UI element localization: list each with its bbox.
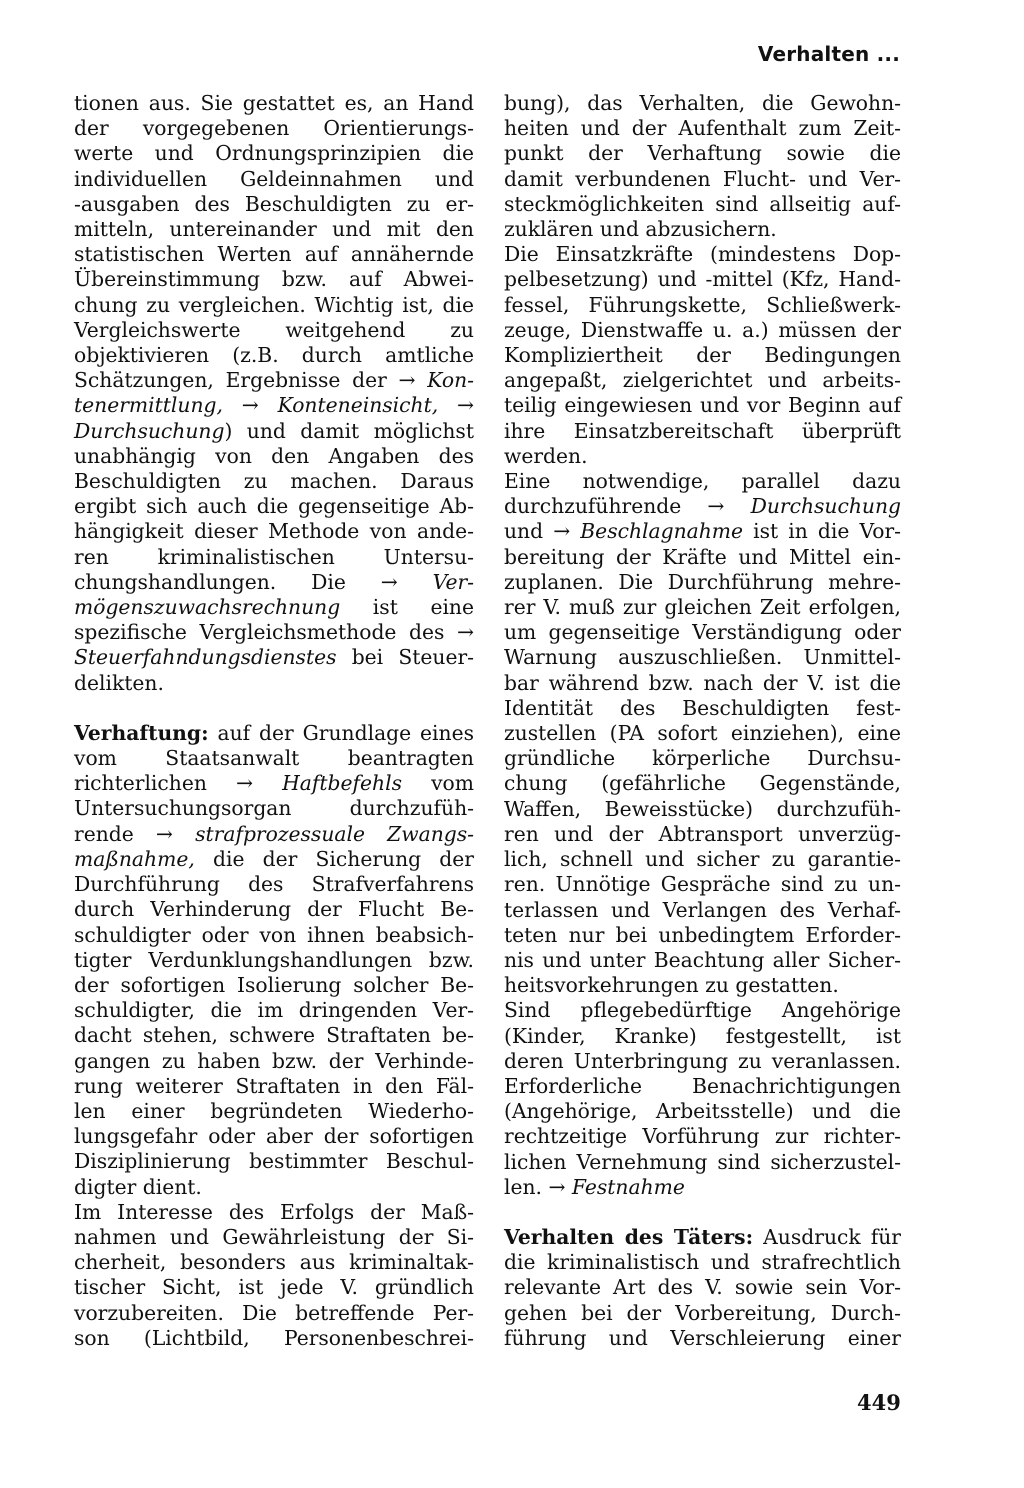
text-fragment: richterlichen → bbox=[74, 771, 283, 796]
text-line: tionen aus. Sie gestattet es, an Hand bbox=[74, 91, 474, 115]
text-line: digter dient. bbox=[74, 1174, 202, 1199]
text-line: bereitung der Kräfte und Mittel ein- bbox=[504, 544, 901, 569]
text-line: Sind pflegebedürftige Angehörige bbox=[504, 998, 901, 1023]
text-line: ren. Unnötige Gespräche sind zu un- bbox=[504, 872, 901, 897]
text-line: delikten. bbox=[74, 670, 164, 695]
text-line: unabhängig von den Angaben des bbox=[74, 443, 474, 468]
text-fragment: auf der Grundlage eines bbox=[208, 720, 474, 745]
text-fragment: Schätzungen, Ergebnisse der → bbox=[74, 368, 428, 393]
text-line: rer V. muß zur gleichen Zeit erfolgen, bbox=[504, 595, 901, 620]
text-line bbox=[504, 519, 901, 544]
entry-verhalten-des-taeters bbox=[504, 1225, 901, 1351]
paragraph bbox=[504, 469, 901, 998]
text-line: rechtzeitige Vorführung zur richter- bbox=[504, 1124, 901, 1149]
text-line: angepaßt, zielgerichtet und arbeits- bbox=[504, 368, 901, 393]
text-line: die kriminalistisch und strafrechtlich bbox=[504, 1250, 901, 1275]
text-line: werte und Ordnungsprinzipien die bbox=[74, 141, 474, 166]
text-line: nahmen und Gewährleistung der Si- bbox=[74, 1224, 474, 1249]
text-line: bar während bzw. nach der V. ist die bbox=[504, 670, 901, 695]
text-line: zustellen (PA sofort einziehen), eine bbox=[504, 721, 901, 746]
text-line: tigter Verdunklungshandlungen bzw. bbox=[74, 947, 474, 972]
text-line: heitsvorkehrungen zu gestatten. bbox=[504, 973, 839, 998]
text-line: bung), das Verhalten, die Gewohn- bbox=[504, 91, 901, 115]
text-line: lungsgefahr oder aber der sofortigen bbox=[74, 1124, 474, 1149]
text-line: ihre Einsatzbereitschaft überprüft bbox=[504, 418, 901, 443]
text-line: zuklären und abzusichern. bbox=[504, 217, 777, 242]
text-line: Übereinstimmung bzw. auf Abwei- bbox=[74, 267, 474, 292]
text-fragment: len. → bbox=[504, 1174, 572, 1199]
text-line: Untersuchungsorgan durchzufüh- bbox=[74, 796, 474, 821]
cross-reference[interactable]: tenermittlung, → Konteneinsicht, → bbox=[74, 393, 474, 418]
left-column bbox=[74, 91, 474, 1351]
text-fragment: vom bbox=[402, 771, 474, 796]
text-fragment: ist in die Vor- bbox=[743, 519, 901, 544]
text-fragment: chungshandlungen. Die → bbox=[74, 569, 433, 594]
text-line: cherheit, besonders aus kriminaltak- bbox=[74, 1250, 474, 1275]
text-line: nis und unter Beachtung aller Sicher- bbox=[504, 947, 901, 972]
text-line: zuplanen. Die Durchführung mehre- bbox=[504, 569, 901, 594]
text-line: objektivieren (z.B. durch amtliche bbox=[74, 343, 474, 368]
text-line: der vorgegebenen Orientierungs- bbox=[74, 116, 474, 141]
cross-reference[interactable]: Beschlagnahme bbox=[580, 519, 744, 544]
text-line: Waffen, Beweisstücke) durchzufüh- bbox=[504, 796, 901, 821]
text-line: Die Einsatzkräfte (mindestens Dop- bbox=[504, 242, 901, 267]
text-line bbox=[504, 494, 901, 519]
cross-reference[interactable]: Festnahme bbox=[571, 1174, 685, 1199]
text-line: hängigkeit dieser Methode von ande- bbox=[74, 519, 474, 544]
paragraph bbox=[504, 242, 901, 469]
text-line: steckmöglichkeiten sind allseitig auf- bbox=[504, 191, 901, 216]
text-line: relevante Art des V. sowie sein Vor- bbox=[504, 1275, 901, 1300]
text-line: gangen zu haben bzw. der Verhinde- bbox=[74, 1048, 474, 1073]
text-line: Durchführung des Strafverfahrens bbox=[74, 872, 474, 897]
paragraph bbox=[74, 1200, 474, 1351]
text-line: ren und der Abtransport unverzüg- bbox=[504, 821, 901, 846]
cross-reference[interactable]: Steuerfahndungsdienstes bbox=[74, 645, 337, 670]
text-line: vom Staatsanwalt beantragten bbox=[74, 746, 474, 771]
text-line: werden. bbox=[504, 443, 588, 468]
text-fragment: ist eine bbox=[340, 595, 474, 620]
text-line bbox=[74, 771, 474, 796]
text-fragment: durchzuführende → bbox=[504, 494, 751, 519]
text-line: um gegenseitige Verständigung oder bbox=[504, 620, 901, 645]
text-line: statistischen Werten auf annähernde bbox=[74, 242, 474, 267]
text-fragment: ) und damit möglichst bbox=[224, 418, 474, 443]
text-line: vorzubereiten. Die betreffende Per- bbox=[74, 1300, 474, 1325]
page-number: 449 bbox=[857, 1390, 901, 1415]
entry-term: Verhalten des Täters: bbox=[504, 1224, 754, 1249]
paragraph bbox=[504, 91, 901, 242]
text-line bbox=[74, 570, 474, 595]
text-line: individuellen Geldeinnahmen und bbox=[74, 166, 474, 191]
text-line: ren kriminalistischen Untersu- bbox=[74, 544, 474, 569]
text-line: Beschuldigten zu machen. Daraus bbox=[74, 469, 474, 494]
text-line: ergibt sich auch die gegenseitige Ab- bbox=[74, 494, 474, 519]
text-fragment: die der Sicherung der bbox=[194, 846, 474, 871]
text-line: (Angehörige, Arbeitsstelle) und die bbox=[504, 1099, 901, 1124]
text-line: lich, schnell und sicher zu garantie- bbox=[504, 847, 901, 872]
text-line: teten nur bei unbedingtem Erforder- bbox=[504, 922, 901, 947]
cross-reference[interactable]: maßnahme, bbox=[74, 846, 195, 871]
cross-reference[interactable]: Haftbefehls bbox=[282, 771, 402, 796]
text-line: chung zu vergleichen. Wichtig ist, die bbox=[74, 292, 474, 317]
text-line: Erforderliche Benachrichtigungen bbox=[504, 1073, 901, 1098]
text-line: mitteln, untereinander und mit den bbox=[74, 217, 474, 242]
text-line: zeuge, Dienstwaffe u. a.) müssen der bbox=[504, 317, 901, 342]
text-line: lichen Vernehmung sind sicherzustel- bbox=[504, 1149, 901, 1174]
text-line: chung (gefährliche Gegenstände, bbox=[504, 771, 901, 796]
text-line: teilig eingewiesen und vor Beginn auf bbox=[504, 393, 901, 418]
text-line bbox=[74, 419, 474, 444]
cross-reference[interactable]: mögenszuwachsrechnung bbox=[74, 595, 341, 620]
text-line: Vergleichswerte weitgehend zu bbox=[74, 317, 474, 342]
text-line: damit verbundenen Flucht- und Ver- bbox=[504, 166, 901, 191]
text-line: deren Unterbringung zu veranlassen. bbox=[504, 1048, 901, 1073]
text-line: heiten und der Aufenthalt zum Zeit- bbox=[504, 116, 901, 141]
text-fragment: rende → bbox=[74, 821, 196, 846]
running-head: Verhalten ... bbox=[757, 42, 900, 66]
text-line: Disziplinierung bestimmter Beschul- bbox=[74, 1149, 474, 1174]
text-line: fessel, Führungskette, Schließwerk- bbox=[504, 292, 901, 317]
text-line bbox=[504, 1225, 901, 1250]
entry-verhaftung bbox=[74, 721, 474, 1200]
text-line bbox=[74, 595, 474, 620]
text-line: gründliche körperliche Durchsu- bbox=[504, 746, 901, 771]
text-line: Warnung auszuschließen. Unmittel- bbox=[504, 645, 901, 670]
cross-reference[interactable]: Durchsuchung bbox=[750, 494, 901, 519]
text-line: (Kinder, Kranke) festgestellt, ist bbox=[504, 1023, 901, 1048]
text-line: Kompliziertheit der Bedingungen bbox=[504, 343, 901, 368]
text-line: tischer Sicht, ist jede V. gründlich bbox=[74, 1275, 474, 1300]
text-line bbox=[74, 721, 474, 746]
cross-reference[interactable]: Ver- bbox=[432, 569, 474, 594]
text-line bbox=[74, 645, 474, 670]
text-line: gehen bei der Vorbereitung, Durch- bbox=[504, 1300, 901, 1325]
text-line: dacht stehen, schwere Straftaten be- bbox=[74, 1023, 474, 1048]
text-line: len einer begründeten Wiederho- bbox=[74, 1098, 474, 1123]
text-line: pelbesetzung) und -mittel (Kfz, Hand- bbox=[504, 267, 901, 292]
text-line: durch Verhinderung der Flucht Be- bbox=[74, 897, 474, 922]
text-line: rung weiterer Straftaten in den Fäl- bbox=[74, 1073, 474, 1098]
paragraph bbox=[504, 998, 901, 1200]
text-fragment: bei Steuer- bbox=[336, 645, 474, 670]
text-line: son (Lichtbild, Personenbeschrei- bbox=[74, 1325, 474, 1350]
text-line: Im Interesse des Erfolgs der Maß- bbox=[74, 1199, 474, 1224]
text-line: spezifische Vergleichsmethode des → bbox=[74, 620, 474, 645]
cross-reference[interactable]: strafprozessuale Zwangs- bbox=[195, 821, 474, 846]
text-line: Identität des Beschuldigten fest- bbox=[504, 695, 901, 720]
text-line bbox=[74, 368, 474, 393]
text-line bbox=[74, 822, 474, 847]
text-line: schuldigter, die im dringenden Ver- bbox=[74, 998, 474, 1023]
text-line bbox=[74, 393, 474, 418]
cross-reference[interactable]: Kon- bbox=[427, 368, 474, 393]
text-line: führung und Verschleierung einer bbox=[504, 1325, 901, 1350]
paragraph-gap bbox=[504, 1200, 901, 1225]
text-line: punkt der Verhaftung sowie die bbox=[504, 141, 901, 166]
text-line bbox=[74, 847, 474, 872]
text-line: -ausgaben des Beschuldigten zu er- bbox=[74, 191, 474, 216]
cross-reference[interactable]: Durchsuchung bbox=[74, 418, 225, 443]
text-line bbox=[504, 1175, 901, 1200]
entry-term: Verhaftung: bbox=[74, 720, 209, 745]
text-fragment: und → bbox=[504, 519, 581, 544]
right-column bbox=[504, 91, 901, 1351]
text-line: terlassen und Verlangen des Verhaf- bbox=[504, 897, 901, 922]
text-line: Eine notwendige, parallel dazu bbox=[504, 469, 901, 494]
text-line: schuldigter oder von ihnen beabsich- bbox=[74, 922, 474, 947]
text-fragment: Ausdruck für bbox=[753, 1224, 901, 1249]
paragraph-gap bbox=[74, 696, 474, 721]
text-line: der sofortigen Isolierung solcher Be- bbox=[74, 972, 474, 997]
paragraph bbox=[74, 91, 474, 696]
